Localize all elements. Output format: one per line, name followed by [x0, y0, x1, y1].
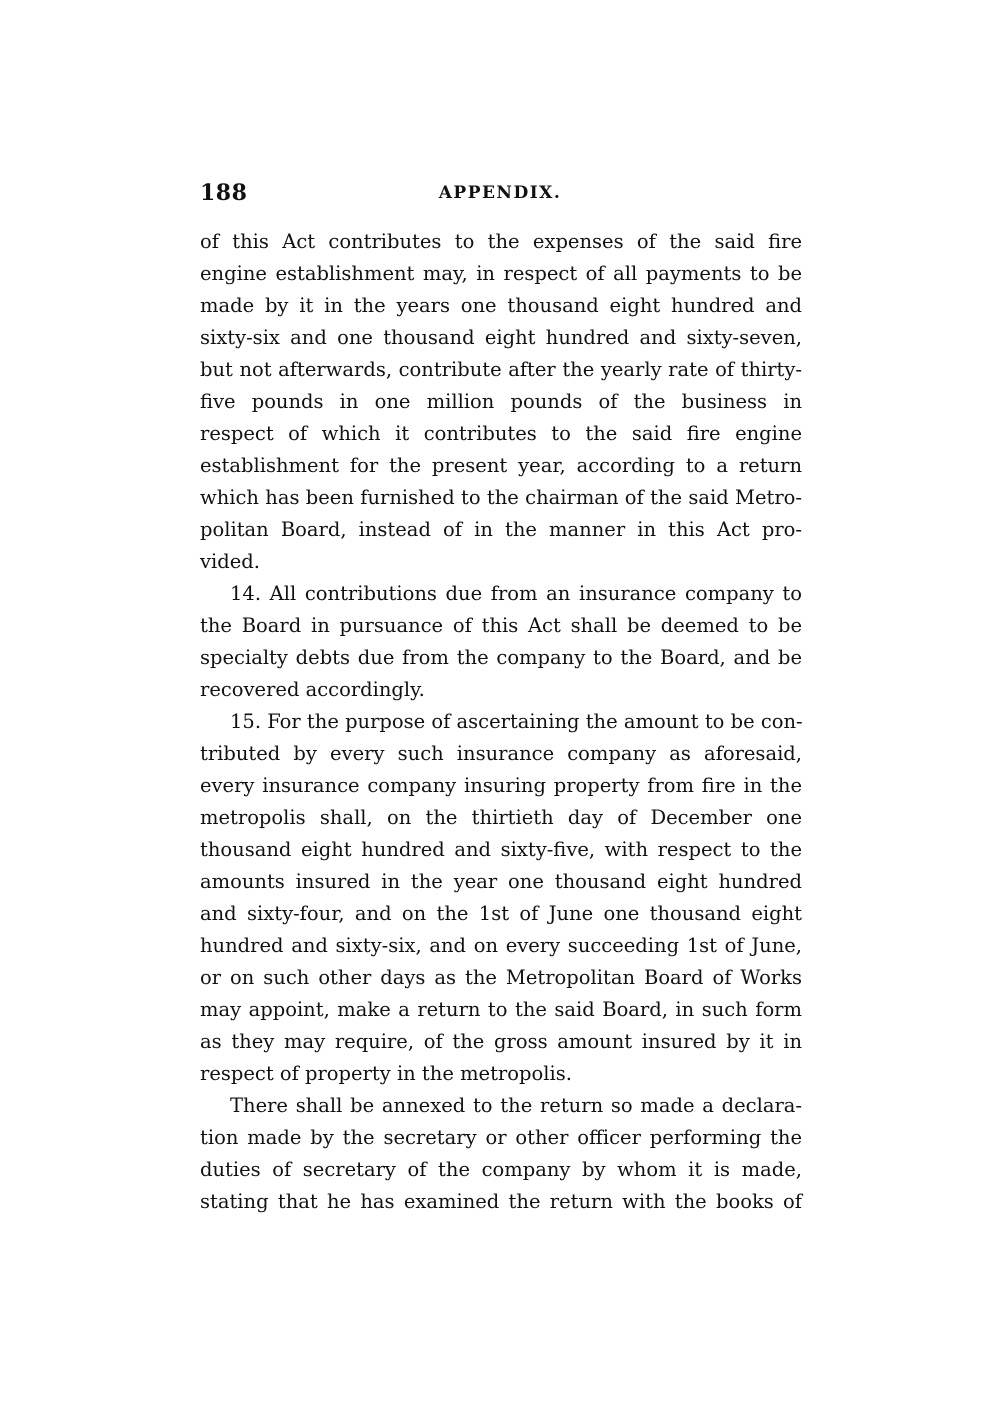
page-number: 188 — [200, 180, 248, 206]
text-line: establishment for the present year, according to a return — [200, 454, 802, 477]
text-line: as they may require, of the gross amount insured by it in — [200, 1030, 802, 1053]
text-line: amounts insured in the year one thousand eight hundred — [200, 870, 802, 893]
text-line: stating that he has examined the return with the books of — [200, 1190, 802, 1213]
text-line: and sixty-four, and on the 1st of June one thousand eight — [200, 902, 802, 925]
text-line: which has been furnished to the chairman of the said Metro- — [200, 486, 802, 509]
text-line: tributed by every such insurance company as aforesaid, — [200, 742, 802, 765]
text-line: every insurance company insuring property from fire in the — [200, 774, 802, 797]
text-line: sixty-six and one thousand eight hundred and sixty-seven, — [200, 326, 802, 349]
text-line: specialty debts due from the company to the Board, and be — [200, 646, 802, 669]
text-line: vided. — [200, 550, 260, 573]
text-line: of this Act contributes to the expenses of the said fire — [200, 230, 802, 253]
section-14-first-line: 14. All contributions due from an insurance company to — [230, 582, 802, 605]
text-line: but not afterwards, contribute after the yearly rate of thirty- — [200, 358, 802, 381]
text-line: the Board in pursuance of this Act shall be deemed to be — [200, 614, 802, 637]
text-line: made by it in the years one thousand eight hundred and — [200, 294, 802, 317]
text-line: metropolis shall, on the thirtieth day of December one — [200, 806, 802, 829]
text-line: politan Board, instead of in the manner in this Act pro- — [200, 518, 802, 541]
text-line: recovered accordingly. — [200, 678, 425, 701]
page-header — [200, 180, 802, 212]
text-line: respect of which it contributes to the said fire engine — [200, 422, 802, 445]
section-15-first-line: 15. For the purpose of ascertaining the amount to be con- — [230, 710, 803, 733]
text-line: respect of property in the metropolis. — [200, 1062, 572, 1085]
text-line: may appoint, make a return to the said Board, in such form — [200, 998, 802, 1021]
body-text — [200, 226, 802, 1218]
text-line: thousand eight hundred and sixty-five, with respect to the — [200, 838, 802, 861]
text-line: or on such other days as the Metropolitan Board of Works — [200, 966, 802, 989]
running-head: APPENDIX. — [438, 183, 562, 203]
declaration-first-line: There shall be annexed to the return so made a declara- — [230, 1094, 802, 1117]
text-line: duties of secretary of the company by whom it is made, — [200, 1158, 802, 1181]
text-line: hundred and sixty-six, and on every succeeding 1st of June, — [200, 934, 802, 957]
text-line: tion made by the secretary or other officer performing the — [200, 1126, 802, 1149]
text-line: engine establishment may, in respect of all payments to be — [200, 262, 802, 285]
text-line: five pounds in one million pounds of the business in — [200, 390, 802, 413]
